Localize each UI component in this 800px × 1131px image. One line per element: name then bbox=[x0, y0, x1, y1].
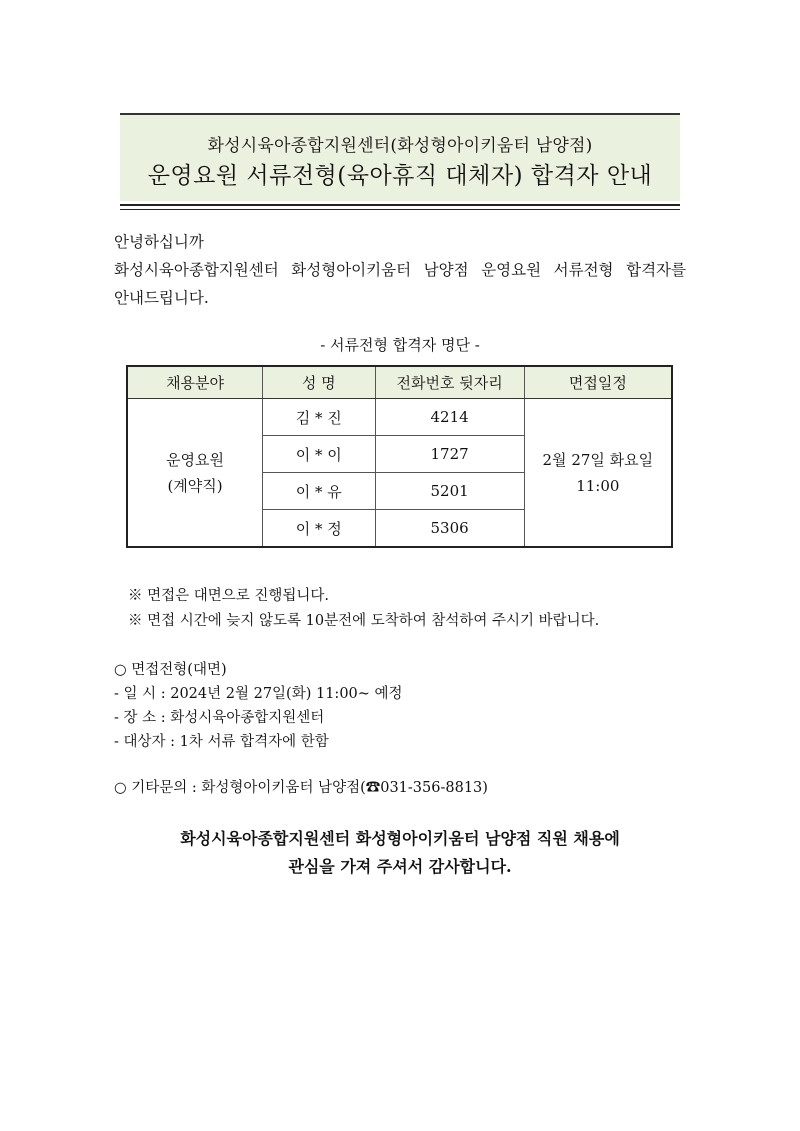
applicant-phone: 1727 bbox=[375, 436, 524, 473]
department-cell bbox=[127, 399, 263, 548]
closing-line1: 화성시육아종합지원센터 화성형아이키움터 남양점 직원 채용에 bbox=[180, 829, 620, 848]
title-box bbox=[120, 113, 680, 201]
note-arrive-early: ※ 면접 시간에 늦지 않도록 10분전에 도착하여 참석하여 주시기 바랍니다. bbox=[128, 613, 600, 629]
applicant-phone: 5306 bbox=[375, 510, 524, 548]
applicant-phone: 4214 bbox=[375, 399, 524, 436]
schedule-cell bbox=[524, 399, 672, 548]
interview-target: - 대상자 : 1차 서류 합격자에 한함 bbox=[114, 734, 329, 750]
greeting-body: 화성시육아종합지원센터 화성형아이키움터 남양점 운영요원 서류전형 합격자를 안내드립니다. bbox=[114, 261, 686, 307]
header-subtitle: 화성시육아종합지원센터(화성형아이키움터 남양점) bbox=[207, 136, 593, 156]
header-schedule: 면접일정 bbox=[524, 366, 672, 399]
closing-line2: 관심을 가져 주셔서 감사합니다. bbox=[288, 857, 512, 876]
table-header-row bbox=[127, 366, 672, 399]
interview-date: - 일 시 : 2024년 2월 27일(화) 11:00~ 예정 bbox=[114, 686, 403, 702]
header-department: 채용분야 bbox=[127, 366, 263, 399]
applicant-table bbox=[126, 365, 673, 548]
header-name: 성 명 bbox=[263, 366, 375, 399]
interview-place: - 장 소 : 화성시육아종합지원센터 bbox=[114, 710, 325, 726]
applicant-name: 이 * 정 bbox=[263, 510, 375, 548]
title-underline-thick bbox=[120, 204, 680, 206]
table-row bbox=[127, 399, 672, 436]
contact-info: ○ 기타문의 : 화성형아이키움터 남양점(☎031-356-8813) bbox=[114, 780, 488, 796]
schedule-date: 2월 27일 화요일 bbox=[542, 450, 654, 469]
title-underline-thin bbox=[120, 209, 680, 210]
applicant-name: 이 * 유 bbox=[263, 473, 375, 510]
interview-heading: ○ 면접전형(대면) bbox=[114, 662, 227, 678]
applicant-name: 이 * 이 bbox=[263, 436, 375, 473]
list-caption: - 서류전형 합격자 명단 - bbox=[320, 336, 480, 354]
note-face-to-face: ※ 면접은 대면으로 진행됩니다. bbox=[128, 588, 330, 604]
header-phone: 전화번호 뒷자리 bbox=[375, 366, 524, 399]
applicant-name: 김 * 진 bbox=[263, 399, 375, 436]
department-line2: (계약직) bbox=[167, 476, 223, 495]
header-title: 운영요원 서류전형(육아휴직 대체자) 합격자 안내 bbox=[147, 163, 653, 189]
greeting-hello: 안녕하십니까 bbox=[114, 233, 204, 251]
applicant-phone: 5201 bbox=[375, 473, 524, 510]
department-line1: 운영요원 bbox=[166, 450, 225, 469]
schedule-time: 11:00 bbox=[576, 476, 620, 495]
